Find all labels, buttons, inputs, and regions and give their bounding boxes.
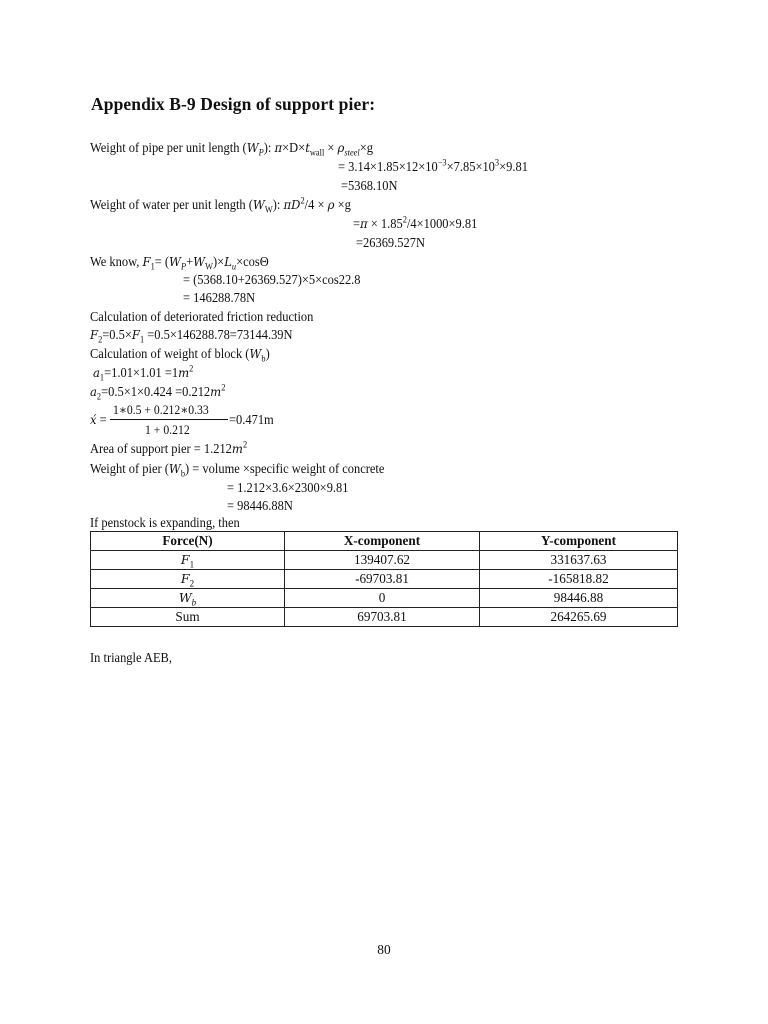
text: /4 × bbox=[304, 197, 328, 212]
symbol-f: F bbox=[131, 327, 140, 342]
water-weight-calc bbox=[353, 215, 477, 233]
symbol-rho: ρ bbox=[327, 197, 335, 212]
pier-area bbox=[90, 440, 247, 458]
subscript: 1 bbox=[99, 372, 105, 383]
text: ×cosΘ bbox=[236, 254, 269, 269]
text: × 1.85 bbox=[367, 216, 403, 231]
centroid-lhs bbox=[90, 411, 107, 429]
text: = bbox=[96, 412, 107, 427]
fraction-numerator: 1∗0.5 + 0.212∗0.33 bbox=[113, 403, 209, 417]
text: × bbox=[324, 140, 338, 155]
symbol-pi: π bbox=[274, 140, 283, 155]
table-row-sum bbox=[91, 608, 678, 627]
symbol-pi-d: πD bbox=[283, 197, 301, 212]
force-cell bbox=[91, 570, 285, 589]
subscript: 2 bbox=[189, 578, 195, 589]
symbol-w: W bbox=[168, 461, 181, 476]
subscript: P bbox=[181, 261, 187, 272]
pipe-weight-calc bbox=[338, 158, 528, 176]
x-component-cell: 139407.62 bbox=[285, 551, 480, 570]
text: Calculation of weight of block ( bbox=[90, 346, 250, 361]
y-component-cell: 331637.63 bbox=[480, 551, 678, 570]
expanding-note: If penstock is expanding, then bbox=[90, 515, 240, 530]
exponent: 2 bbox=[221, 382, 226, 393]
exponent: 3 bbox=[494, 157, 500, 168]
water-weight-line bbox=[90, 196, 351, 214]
f1-calc: = (5368.10+26369.527)×5×cos22.8 bbox=[183, 272, 361, 287]
text: = ( bbox=[154, 254, 170, 269]
subscript: W bbox=[205, 261, 214, 272]
symbol-w: W bbox=[246, 140, 259, 155]
symbol-w: W bbox=[193, 254, 206, 269]
symbol-x-bar: x́ bbox=[90, 412, 97, 427]
text: Area of support pier = 1.212 bbox=[90, 441, 232, 456]
subscript: u bbox=[231, 261, 237, 272]
friction-heading: Calculation of deteriorated friction reduction bbox=[90, 309, 314, 324]
subscript-steel: steel bbox=[344, 147, 360, 158]
subscript: 2 bbox=[98, 334, 103, 345]
text: We know, bbox=[90, 254, 143, 269]
symbol-pi: π bbox=[360, 216, 368, 231]
table-row bbox=[91, 589, 678, 608]
fraction-denominator: 1 + 0.212 bbox=[145, 423, 190, 437]
text: = 3.14×1.85×12×10 bbox=[338, 159, 438, 174]
symbol-l: L bbox=[224, 254, 232, 269]
pipe-weight-line bbox=[90, 139, 373, 157]
x-component-cell: 0 bbox=[285, 589, 480, 608]
text: =0.5× bbox=[102, 327, 132, 342]
symbol-f: F bbox=[90, 327, 99, 342]
text: =0.5×146288.78=73144.39N bbox=[144, 327, 293, 342]
subscript-p: P bbox=[258, 147, 264, 158]
subscript: b bbox=[261, 353, 266, 364]
symbol-w: W bbox=[249, 346, 262, 361]
symbol-a: a bbox=[93, 365, 100, 380]
table-row bbox=[91, 570, 678, 589]
text: /4×1000×9.81 bbox=[406, 216, 478, 231]
exponent: −3 bbox=[437, 157, 447, 168]
pipe-weight-label: Weight of pipe per unit length ( bbox=[90, 140, 247, 155]
unit-m: m bbox=[178, 365, 190, 380]
f1-result: = 146288.78N bbox=[183, 290, 256, 305]
text: + bbox=[186, 254, 194, 269]
subscript-w: W bbox=[264, 204, 273, 215]
column-header: Force(N) bbox=[91, 532, 285, 551]
subscript: b bbox=[191, 597, 197, 608]
exponent: 2 bbox=[189, 363, 194, 374]
pier-weight-result: = 98446.88N bbox=[227, 498, 293, 513]
symbol-f: F bbox=[180, 571, 190, 586]
table-header-row bbox=[91, 532, 678, 551]
column-header: Y-component bbox=[480, 532, 678, 551]
subscript: 1 bbox=[150, 261, 155, 272]
pipe-weight-result: =5368.10N bbox=[341, 178, 398, 193]
text: ): bbox=[272, 197, 284, 212]
exponent: 2 bbox=[242, 439, 248, 450]
y-component-cell: -165818.82 bbox=[480, 570, 678, 589]
symbol-f: F bbox=[180, 552, 190, 567]
force-cell bbox=[91, 589, 285, 608]
y-component-cell: 264265.69 bbox=[480, 608, 678, 627]
force-cell bbox=[91, 551, 285, 570]
symbol-a: a bbox=[90, 384, 97, 399]
text: =1.01×1.01 =1 bbox=[104, 365, 179, 380]
text: ) bbox=[265, 346, 270, 361]
x-component-cell: 69703.81 bbox=[285, 608, 480, 627]
force-components-table bbox=[90, 531, 678, 627]
text: ×7.85×10 bbox=[446, 159, 495, 174]
unit-m: m bbox=[231, 441, 243, 456]
f2-equation bbox=[90, 326, 293, 344]
text: ×9.81 bbox=[499, 159, 528, 174]
subscript-wall: wall bbox=[309, 147, 325, 158]
table-row bbox=[91, 551, 678, 570]
text: ×D× bbox=[282, 140, 306, 155]
subscript: 1 bbox=[189, 559, 195, 570]
force-cell: Sum bbox=[91, 608, 285, 627]
page-number: 80 bbox=[377, 942, 391, 957]
area-a1 bbox=[93, 364, 193, 382]
symbol-t: t bbox=[305, 140, 310, 155]
water-weight-result: =26369.527N bbox=[356, 235, 425, 250]
area-a2 bbox=[90, 383, 225, 401]
pier-weight-calc: = 1.212×3.6×2300×9.81 bbox=[227, 480, 349, 495]
text: =0.5×1×0.424 =0.212 bbox=[101, 384, 211, 399]
symbol-f: F bbox=[142, 254, 151, 269]
triangle-note: In triangle AEB, bbox=[90, 650, 172, 665]
text: = bbox=[353, 216, 361, 231]
text: ×g bbox=[334, 197, 351, 212]
symbol-w: W bbox=[178, 590, 192, 605]
unit-m: m bbox=[210, 384, 222, 399]
text: )× bbox=[213, 254, 225, 269]
text: ): bbox=[263, 140, 275, 155]
block-weight-heading bbox=[90, 345, 270, 363]
y-component-cell: 98446.88 bbox=[480, 589, 678, 608]
subscript: 2 bbox=[96, 391, 102, 402]
centroid-result: =0.471m bbox=[229, 412, 274, 427]
text: ) = volume ×specific weight of concrete bbox=[185, 461, 385, 476]
fraction-bar bbox=[110, 419, 228, 420]
page-title: Appendix B-9 Design of support pier: bbox=[91, 94, 376, 114]
x-component-cell: -69703.81 bbox=[285, 570, 480, 589]
f1-equation bbox=[90, 253, 269, 271]
subscript: 1 bbox=[139, 334, 145, 345]
symbol-w: W bbox=[252, 197, 265, 212]
exponent: 2 bbox=[300, 195, 305, 206]
column-header: X-component bbox=[285, 532, 480, 551]
pier-weight-line bbox=[90, 460, 384, 478]
symbol-w: W bbox=[169, 254, 182, 269]
exponent: 2 bbox=[402, 214, 407, 225]
water-weight-label: Weight of water per unit length ( bbox=[90, 197, 253, 212]
symbol-rho: ρ bbox=[337, 140, 345, 155]
text: ×g bbox=[359, 140, 373, 155]
text: Weight of pier ( bbox=[90, 461, 169, 476]
subscript: b bbox=[180, 468, 186, 479]
